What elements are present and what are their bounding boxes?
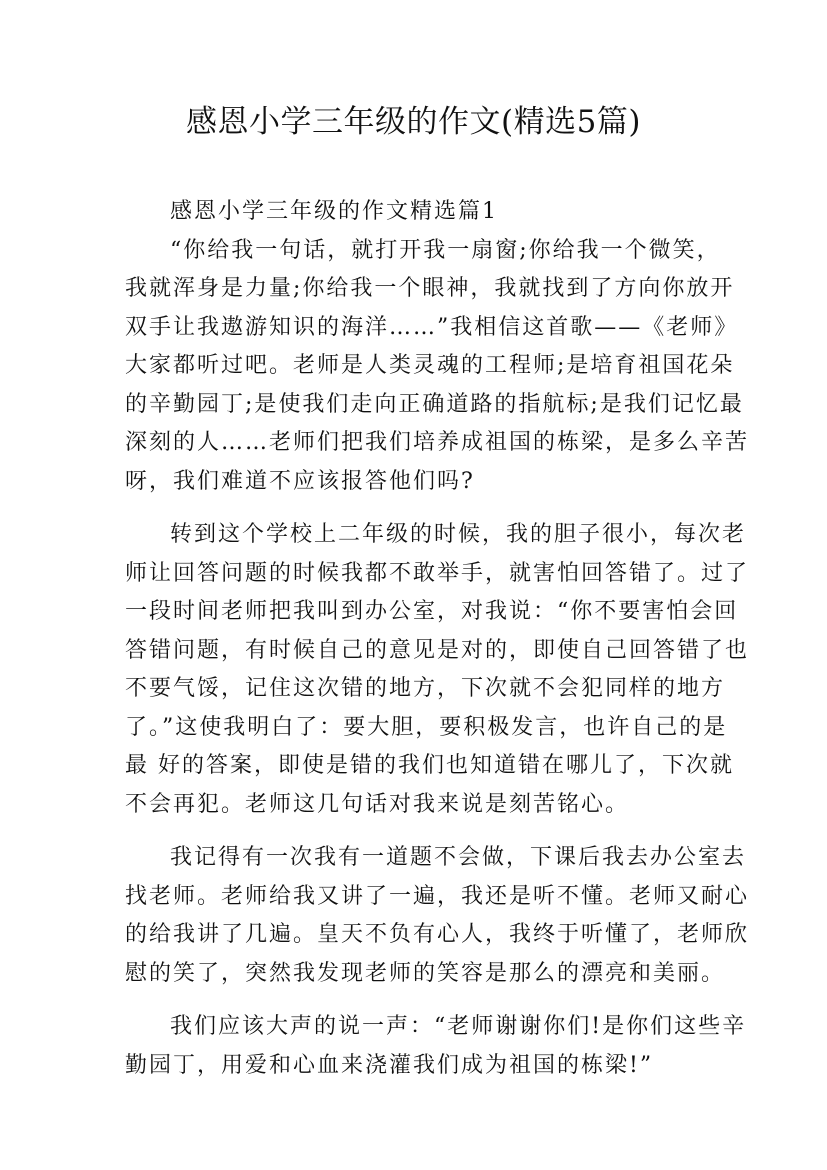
paragraph-gap [125,501,710,516]
paragraph-2-line-1: 转到这个学校上二年级的时候，我的胆子很小，每次老 [170,522,747,547]
paragraph-2-line-2: 师让回答问题的时候我都不敢举手，就害怕回答错了。过了 [125,560,750,586]
paragraph-1-line-6: 深刻的人……老师们把我们培养成祖国的栋梁，是多么辛苦 [125,430,750,455]
paragraph-3-line-2: 找老师。老师给我又讲了一遍，我还是听不懂。老师又耐心 [125,883,750,909]
paragraph-2-line-5: 不要气馁，记住这次错的地方，下次就不会犯同样的地方 [125,676,726,701]
section-heading: 感恩小学三年级的作文精选篇1 [170,199,498,224]
paragraph-2-line-8: 不会再犯。老师这几句话对我来说是刻苦铭心。 [125,791,630,817]
paragraph-2-line-7: 最 好的答案，即使是错的我们也知道错在哪儿了，下次就 [125,753,734,778]
document-body [125,193,750,1085]
paragraph-3-line-4: 慰的笑了，突然我发现老师的笑容是那么的漂亮和美丽。 [125,960,726,986]
paragraph-1-line-1: “你给我一句话，就打开我一扇窗;你给我一个微笑， [170,237,721,263]
document-title: 感恩小学三年级的作文(精选5篇) [186,104,641,140]
paragraph-gap [125,993,710,1008]
paragraph-3-line-1: 我记得有一次我有一道题不会做，下课后我去办公室去 [170,845,747,870]
paragraph-1-line-5: 的辛勤园丁;是使我们走向正确道路的指航标;是我们记忆最 [125,391,744,417]
paragraph-2-line-6: 了。”这使我明白了：要大胆，要积极发言，也许自己的是 [125,714,728,740]
paragraph-2-line-4: 答错问题，有时候自己的意见是对的，即使自己回答错了也 [125,637,750,663]
paragraph-1-line-4: 大家都听过吧。老师是人类灵魂的工程师;是培育祖国花朵 [125,353,735,378]
paragraph-1-line-7: 呀，我们难道不应该报答他们吗? [125,468,475,494]
paragraph-1-line-3: 双手让我遨游知识的海洋……”我相信这首歌——《老师》 [125,314,739,340]
paragraph-3-line-3: 的给我讲了几遍。皇天不负有心人，我终于听懂了，老师欣 [125,922,750,947]
paragraph-gap [125,824,710,839]
paragraph-4-line-1: 我们应该大声的说一声：“老师谢谢你们!是你们这些辛 [170,1014,747,1039]
paragraph-4-line-2: 勤园丁，用爱和心血来浇灌我们成为祖国的栋梁!” [125,1052,654,1078]
paragraph-1-line-2: 我就浑身是力量;你给我一个眼神，我就找到了方向你放开 [125,276,735,301]
paragraph-2-line-3: 一段时间老师把我叫到办公室，对我说：“你不要害怕会回 [125,599,739,624]
